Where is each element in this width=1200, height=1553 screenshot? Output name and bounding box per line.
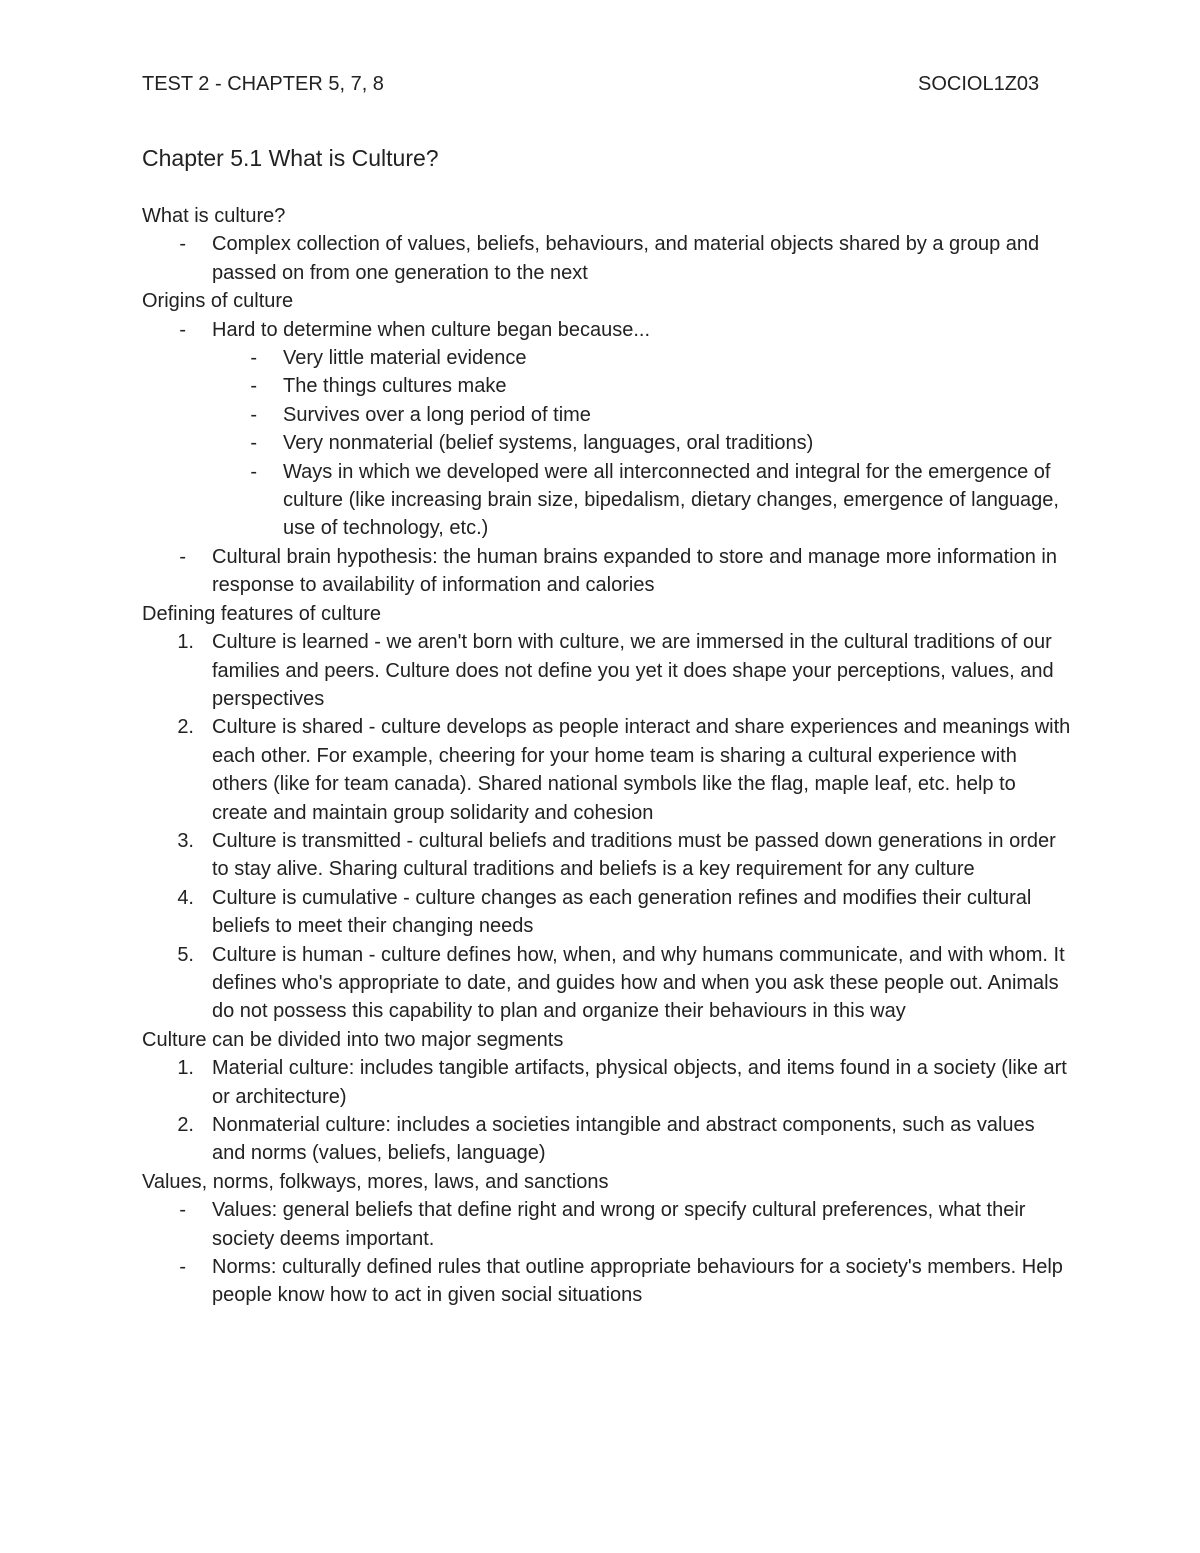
bullet-item <box>142 316 1072 344</box>
dash-marker: - <box>250 460 257 483</box>
bullet-item <box>142 1253 1072 1310</box>
numbered-text: Culture is cumulative - culture changes as each generation refines and modifies their cultural beliefs to meet their changing needs <box>212 886 1032 938</box>
section-heading: Values, norms, folkways, mores, laws, and sanctions <box>142 1170 609 1193</box>
sub-bullet-item <box>142 429 1072 457</box>
dash-marker: - <box>179 318 186 341</box>
number-marker: 1. <box>177 1057 194 1080</box>
numbered-text: Culture is transmitted - cultural beliefs and traditions must be passed down generations in order to stay alive. Sharing cultural traditions and beliefs is a key requirement for any culture <box>212 829 1056 881</box>
sub-bullet-text: Ways in which we developed were all interconnected and integral for the emergence of culture (like increasing brain size, bipedalism, dietary changes, emergence of language, use of technology, etc.) <box>283 460 1059 540</box>
bullet-item <box>142 1196 1072 1253</box>
number-marker: 5. <box>177 943 194 966</box>
section-heading: Origins of culture <box>142 290 294 313</box>
dash-marker: - <box>179 233 186 256</box>
dash-marker: - <box>250 347 257 370</box>
bullet-item <box>142 543 1072 600</box>
sub-bullet-text: Survives over a long period of time <box>283 403 591 426</box>
numbered-item <box>142 884 1072 941</box>
number-marker: 3. <box>177 829 194 852</box>
sub-bullet-item <box>142 458 1072 543</box>
section-heading: What is culture? <box>142 205 286 227</box>
numbered-item <box>142 713 1072 827</box>
numbered-text: Material culture: includes tangible artifacts, physical objects, and items found in a society (like art or architecture) <box>212 1057 1067 1108</box>
dash-marker: - <box>179 1199 186 1222</box>
numbered-item <box>142 941 1072 1026</box>
dash-marker: - <box>250 432 257 455</box>
section-heading: Defining features of culture <box>142 602 382 625</box>
numbered-item <box>142 1111 1072 1168</box>
bullet-text: Hard to determine when culture began because... <box>212 318 651 341</box>
numbered-item <box>142 1054 1072 1111</box>
numbered-item <box>142 628 1072 713</box>
dash-marker: - <box>250 375 257 398</box>
bullet-item <box>142 230 1072 287</box>
chapter-title: Chapter 5.1 What is Culture? <box>142 145 439 171</box>
notes-body <box>142 202 1072 1310</box>
number-marker: 2. <box>177 1114 194 1136</box>
sub-bullet-text: Very little material evidence <box>283 347 527 370</box>
number-marker: 1. <box>177 631 194 654</box>
header-course-code: SOCIOL1Z03 <box>918 73 1040 95</box>
bullet-text: Norms: culturally defined rules that outline appropriate behaviours for a society's members. Help people know how to act in given social situations <box>212 1256 1063 1307</box>
number-marker: 2. <box>177 716 194 739</box>
bullet-text: Values: general beliefs that define right and wrong or specify cultural preferences, what their society deems important. <box>212 1199 1026 1250</box>
sub-bullet-text: Very nonmaterial (belief systems, languages, oral traditions) <box>283 432 814 455</box>
sub-bullet-text: The things cultures make <box>283 375 507 398</box>
dash-marker: - <box>179 545 186 568</box>
dash-marker: - <box>179 1256 186 1279</box>
numbered-item <box>142 827 1072 884</box>
bullet-text: Complex collection of values, beliefs, behaviours, and material objects shared by a group and passed on from one generation to the next <box>212 233 1040 284</box>
sub-bullet-item <box>142 344 1072 372</box>
number-marker: 4. <box>177 886 194 909</box>
header-course-test: TEST 2 - CHAPTER 5, 7, 8 <box>142 73 384 95</box>
bullet-text: Cultural brain hypothesis: the human brains expanded to store and manage more information in response to availability of information and calories <box>212 545 1057 597</box>
numbered-text: Culture is learned - we aren't born with culture, we are immersed in the cultural traditions of our families and peers. Culture does not define you yet it does shape your perceptions, values, and perspectives <box>212 631 1054 710</box>
section-heading: Culture can be divided into two major segments <box>142 1028 564 1051</box>
dash-marker: - <box>250 403 257 426</box>
sub-bullet-item <box>142 372 1072 400</box>
numbered-text: Nonmaterial culture: includes a societies intangible and abstract components, such as values and norms (values, beliefs, language) <box>212 1114 1035 1165</box>
sub-bullet-item <box>142 401 1072 429</box>
numbered-text: Culture is shared - culture develops as people interact and share experiences and meanings with each other. For example, cheering for your home team is sharing a cultural experience with others (like for team canada). Shared national symbols like the flag, maple leaf, etc. help to create and maintain group solidarity and cohesion <box>212 716 1071 824</box>
numbered-text: Culture is human - culture defines how, when, and why humans communicate, and with whom. It defines who's appropriate to date, and guides how and when you ask these people out. Animals do not possess this capability to plan and organize their behaviours in this way <box>212 943 1065 1023</box>
